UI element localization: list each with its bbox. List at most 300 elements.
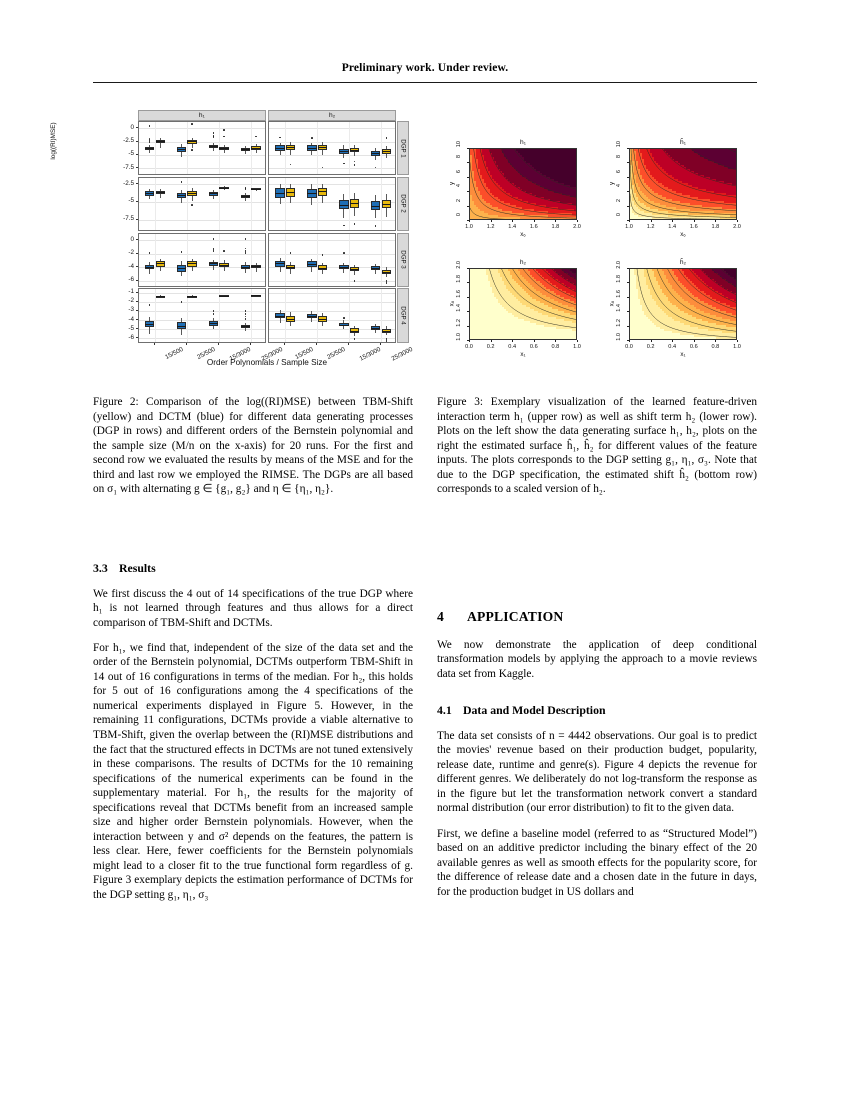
figure-2-boxplot-grid <box>50 102 414 367</box>
boxplot-median <box>286 192 296 193</box>
figure-3-x-tick-mark <box>694 340 695 342</box>
figure-3-x-axis-label: x₁ <box>680 351 686 358</box>
boxplot-median <box>177 326 187 327</box>
row-strip-label: DGP 2 <box>399 194 407 214</box>
gridline <box>139 184 265 185</box>
figure-3-x-tick-mark <box>512 220 513 222</box>
boxplot-median <box>209 323 219 324</box>
figure-3-x-tick-label: 0.0 <box>625 343 633 350</box>
figure-2-panel <box>268 121 396 175</box>
boxplot-median <box>371 206 381 207</box>
boxplot-median <box>219 148 229 149</box>
boxplot-median <box>251 148 261 149</box>
boxplot-median <box>156 263 166 264</box>
figure-3-x-tick-label: 1.6 <box>529 223 538 230</box>
figure-2-x-tick-label: 15/3000 <box>358 345 383 363</box>
figure-3-x-tick-mark <box>715 220 716 222</box>
gridline-v <box>155 178 156 230</box>
figure-2-y-tick-label: -4 <box>128 262 134 270</box>
gridline-v <box>349 234 350 286</box>
figure-3-y-tick-mark <box>627 268 629 269</box>
figure-3-x-tick-mark <box>555 340 556 342</box>
gridline <box>139 220 265 221</box>
figure-3-y-tick-mark <box>627 206 629 207</box>
figure-3-x-tick-mark <box>651 340 652 342</box>
row-strip-label: DGP 4 <box>399 306 407 325</box>
figure-3-x-tick-mark <box>737 220 738 222</box>
paragraph-data-1: The data set consists of n = 4442 observations. Our goal is to predict the movies' revenue based on their production budget, popularity, release date, runtime and genre(s). Figure 4 depicts the revenue for different genres. We deliberately do not log-transform the response as in the figure but let the transformation network convert a standard normal distribution (our error distribution) to fit to the given data. <box>437 729 757 815</box>
figure-2-panel <box>268 233 396 287</box>
gridline <box>139 338 265 339</box>
boxplot-median <box>339 205 349 206</box>
boxplot-median <box>241 326 251 327</box>
figure-3-x-tick-label: 0.6 <box>689 343 698 350</box>
figure-2-y-tick-label: -7.5 <box>123 163 134 171</box>
boxplot-median <box>382 331 392 332</box>
figure-3-y-tick-label: 4 <box>456 184 462 188</box>
figure-2-row-strip <box>397 121 409 175</box>
boxplot-median <box>187 263 197 264</box>
figure-3-x-tick-label: 0.2 <box>486 343 495 350</box>
figure-2-y-tick-label: -1 <box>128 288 134 296</box>
boxplot-median <box>339 267 349 268</box>
figure-3-y-tick-label: 0 <box>456 213 462 217</box>
figure-3-x-tick-label: 0.6 <box>529 343 538 350</box>
figure-3-y-tick-mark <box>627 177 629 178</box>
section-title-4: APPLICATION <box>467 609 564 624</box>
boxplot-median <box>371 268 381 269</box>
figure-3-x-tick-mark <box>469 220 470 222</box>
figure-3-x-tick-label: 0.4 <box>508 343 517 350</box>
figure-3-x-tick-mark <box>469 340 470 342</box>
figure-3-y-tick-mark <box>467 326 469 327</box>
figure-2-x-tick-label: 15/500 <box>164 345 185 361</box>
boxplot-median <box>145 148 155 149</box>
figure-3-y-tick-label: 1.2 <box>616 318 622 327</box>
figure-3-x-tick-mark <box>715 340 716 342</box>
figure-2-y-tick-mark <box>136 127 138 128</box>
figure-3-y-tick-label: 6 <box>616 169 622 173</box>
boxplot-outlier <box>279 137 281 139</box>
figure-3-x-tick-mark <box>737 340 738 342</box>
figure-2-y-tick-label: -5 <box>128 150 134 158</box>
section-title-4-1: Data and Model Description <box>463 703 606 718</box>
figure-2-x-tick-mark <box>154 343 155 345</box>
boxplot-outlier <box>354 161 356 163</box>
figure-2-y-tick-mark <box>136 154 138 155</box>
section-heading-4 <box>437 610 757 625</box>
boxplot-median <box>145 193 155 194</box>
figure-2-panel <box>138 121 266 175</box>
boxplot-outlier <box>213 250 215 252</box>
boxplot-median <box>318 319 328 320</box>
figure-3-y-tick-mark <box>467 268 469 269</box>
boxplot-median <box>286 147 296 148</box>
gridline <box>269 293 395 294</box>
gridline <box>269 254 395 255</box>
figure-2-y-tick-label: -5 <box>128 324 134 332</box>
figure-3-y-tick-label: 1.0 <box>456 333 462 341</box>
boxplot-outlier <box>245 316 247 318</box>
figure-2-y-tick-label: -2.5 <box>123 179 134 187</box>
paragraph-application-1: We now demonstrate the application of deep conditional transformation models by applying the approach to a movie reviews data set from Kaggle. <box>437 638 757 680</box>
figure-3-y-tick-label: 2.0 <box>456 261 462 269</box>
figure-2-y-tick-mark <box>136 253 138 254</box>
figure-3-y-tick-label: 0 <box>616 213 622 217</box>
figure-3-x-tick-label: 0.4 <box>668 343 677 350</box>
figure-3-y-tick-label: 1.0 <box>616 333 622 341</box>
figure-3-x-tick-mark <box>491 340 492 342</box>
gridline-v <box>187 178 188 230</box>
figure-3-x-tick-mark <box>577 340 578 342</box>
figure-2-y-tick-label: -4 <box>128 315 134 323</box>
figure-3-x-tick-label: 1.0 <box>465 223 473 230</box>
gridline-v <box>317 234 318 286</box>
figure-3-y-axis-label: y <box>608 181 616 186</box>
boxplot-median <box>275 316 285 317</box>
figure-3-y-tick-mark <box>467 177 469 178</box>
figure-2-column-strip: h₁ <box>138 110 266 121</box>
boxplot-median <box>251 266 261 267</box>
figure-3-y-tick-label: 1.4 <box>616 304 622 312</box>
figure-2-y-tick-mark <box>136 239 138 240</box>
figure-3-x-tick-label: 2.0 <box>573 223 581 230</box>
boxplot-outlier <box>245 238 247 240</box>
gridline <box>269 302 395 303</box>
boxplot-outlier <box>343 317 345 319</box>
figure-3-y-tick-label: 10 <box>616 141 622 148</box>
boxplot-median <box>275 193 285 194</box>
figure-3-panel-title: h₂ <box>519 259 527 266</box>
figure-2-x-tick-mark <box>348 343 349 345</box>
boxplot-outlier <box>354 280 356 282</box>
boxplot-median <box>350 203 360 204</box>
figure-3-panel-title: h₁ <box>520 139 526 146</box>
figure-3-x-tick-label: 1.0 <box>733 343 741 350</box>
boxplot-outlier <box>290 164 292 166</box>
gridline-v <box>187 122 188 174</box>
boxplot-median <box>382 151 392 152</box>
figure-2-y-tick-mark <box>136 219 138 220</box>
figure-3-y-tick-label: 6 <box>456 169 462 173</box>
boxplot-median <box>339 151 349 152</box>
gridline-v <box>349 289 350 341</box>
figure-2-x-tick-mark <box>380 343 381 345</box>
gridline-v <box>219 178 220 230</box>
figure-2-y-tick-mark <box>136 280 138 281</box>
boxplot-median <box>156 141 166 142</box>
figure-3-y-tick-label: 10 <box>456 141 462 148</box>
gridline <box>139 240 265 241</box>
figure-3-y-tick-mark <box>467 206 469 207</box>
boxplot-median <box>145 267 155 268</box>
figure-3-y-tick-mark <box>467 162 469 163</box>
figure-3-y-tick-mark <box>627 311 629 312</box>
figure-3-x-tick-label: 1.6 <box>689 223 698 230</box>
figure-3-y-tick-label: 8 <box>616 155 622 159</box>
figure-3-y-tick-mark <box>467 282 469 283</box>
figure-3-y-tick-label: 1.8 <box>456 275 462 284</box>
boxplot-median <box>241 196 251 197</box>
gridline-v <box>219 234 220 286</box>
figure-2-panel <box>138 177 266 231</box>
figure-3-contour-surface <box>629 148 737 220</box>
figure-2-y-tick-label: -7.5 <box>123 215 134 223</box>
boxplot-median <box>275 148 285 149</box>
figure-3-y-tick-label: 1.6 <box>456 289 462 298</box>
boxplot-median <box>382 204 392 205</box>
gridline <box>269 142 395 143</box>
figure-2-y-tick-label: -2 <box>128 249 134 257</box>
figure-3-x-tick-mark <box>672 220 673 222</box>
gridline <box>269 128 395 129</box>
figure-3-x-tick-mark <box>629 340 630 342</box>
gridline-v <box>381 122 382 174</box>
gridline <box>269 168 395 169</box>
header-rule <box>93 82 757 83</box>
figure-3-y-tick-mark <box>627 297 629 298</box>
figure-3-y-tick-mark <box>467 297 469 298</box>
figure-3-x-tick-label: 2.0 <box>733 223 741 230</box>
boxplot-outlier <box>149 304 151 306</box>
figure-2-y-tick-mark <box>136 328 138 329</box>
figure-3-y-tick-mark <box>627 220 629 221</box>
section-heading-3-3 <box>93 561 413 576</box>
figure-2-y-tick-label: -3 <box>128 306 134 314</box>
figure-2-y-tick-mark <box>136 266 138 267</box>
boxplot-median <box>307 316 317 317</box>
figure-3-y-tick-label: 4 <box>616 184 622 188</box>
figure-2-panel <box>138 233 266 287</box>
figure-2-y-tick-label: -2 <box>128 297 134 305</box>
running-head: Preliminary work. Under review. <box>341 62 509 74</box>
boxplot-median <box>307 193 317 194</box>
boxplot-outlier <box>191 149 193 151</box>
boxplot-median <box>307 148 317 149</box>
figure-2-x-tick-label: 25/3000 <box>260 345 284 363</box>
figure-3-x-tick-mark <box>651 220 652 222</box>
figure-2-caption-block <box>93 384 413 508</box>
left-column-body <box>93 561 413 913</box>
figure-2-panel <box>138 288 266 342</box>
paragraph-data-2: First, we define a baseline model (referred to as “Structured Model”) based on an additive predictor including the binary effect of the 20 available genres as well as smooth effects for the popularity score, for the difference of release date and a chosen date in the future in days, for the production budget in US dollars and <box>437 827 757 898</box>
figure-3-x-tick-label: 1.4 <box>508 223 517 230</box>
figure-2-y-tick-label: 0 <box>130 123 134 131</box>
boxplot-outlier <box>386 282 388 284</box>
boxplot-outlier <box>245 248 247 250</box>
boxplot-median <box>286 267 296 268</box>
gridline <box>269 240 395 241</box>
figure-3-contour-surface <box>629 268 737 340</box>
gridline <box>139 155 265 156</box>
gridline-v <box>381 289 382 341</box>
figure-3-y-tick-label: 2 <box>616 198 622 202</box>
row-strip-label: DGP 1 <box>399 138 407 158</box>
boxplot-outlier <box>245 313 247 315</box>
gridline-v <box>155 234 156 286</box>
gridline-v <box>381 234 382 286</box>
boxplot-outlier <box>343 163 345 165</box>
section-number-4-1: 4.1 <box>437 703 452 718</box>
section-heading-4-1 <box>437 703 757 718</box>
gridline <box>139 293 265 294</box>
figure-3-contour-grid <box>437 130 757 368</box>
figure-3-contour-surface <box>469 268 577 340</box>
figure-3-y-tick-mark <box>467 191 469 192</box>
boxplot-outlier <box>245 310 247 312</box>
boxplot-median <box>339 325 349 326</box>
figure-3-x-tick-label: 0.8 <box>551 343 560 350</box>
figure-2-x-tick-mark <box>218 343 219 345</box>
figure-2-x-tick-label: 15/500 <box>294 345 315 361</box>
gridline-v <box>251 289 252 341</box>
row-strip-label: DGP 3 <box>399 250 407 269</box>
figure-3-x-tick-mark <box>577 220 578 222</box>
figure-3-x-tick-mark <box>629 220 630 222</box>
figure-2-x-tick-mark <box>284 343 285 345</box>
boxplot-median <box>209 146 219 147</box>
boxplot-outlier <box>386 340 388 342</box>
figure-2-y-tick-mark <box>136 292 138 293</box>
boxplot-median <box>209 193 219 194</box>
figure-2-caption: Figure 2: Comparison of the log((RI)MSE) between TBM-Shift (yellow) and DCTM (blue) for different data generating processes (DGP in rows) and different orders of the Bernstein polynomial and the sample size (M/n on the x-axis) for 20 runs. For the first and second row we evaluated the results by means of the MSE and for the third and last row we employed the RIMSE. The DGPs are all based on σ₁ with alternating g ∈ {g₁, g₂} and η ∈ {η₁, η₂}. <box>93 396 413 496</box>
boxplot-outlier <box>375 225 377 227</box>
boxplot-outlier <box>191 123 193 125</box>
gridline <box>139 128 265 129</box>
figure-3-x-tick-mark <box>491 220 492 222</box>
figure-2-x-tick-mark <box>250 343 251 345</box>
figure-3-y-tick-label: 2.0 <box>616 261 622 269</box>
figure-3-y-tick-mark <box>627 326 629 327</box>
figure-2-y-tick-label: -6 <box>128 276 134 284</box>
figure-2-y-tick-mark <box>136 337 138 338</box>
figure-3-x-tick-label: 0.2 <box>646 343 655 350</box>
gridline <box>139 302 265 303</box>
figure-2-y-tick-label: -6 <box>128 333 134 341</box>
figure-3-y-tick-mark <box>627 282 629 283</box>
figure-3-x-axis-label: x₆ <box>520 231 526 238</box>
figure-3-y-tick-mark <box>467 311 469 312</box>
boxplot-outlier <box>245 188 247 190</box>
figure-3-y-tick-label: 1.6 <box>616 289 622 298</box>
gridline-v <box>155 122 156 174</box>
figure-3-y-tick-label: 1.4 <box>456 304 462 312</box>
boxplot-outlier <box>181 251 183 253</box>
section-number-4: 4 <box>437 609 444 624</box>
boxplot-median <box>219 265 229 266</box>
gridline <box>139 254 265 255</box>
figure-3-y-tick-mark <box>467 220 469 221</box>
figure-2-x-tick-label: 25/500 <box>326 345 347 361</box>
figure-3-y-tick-label: 1.8 <box>616 275 622 284</box>
boxplot-outlier <box>354 164 356 166</box>
boxplot-median <box>350 150 360 151</box>
boxplot-outlier <box>354 223 356 225</box>
figure-3-y-tick-mark <box>627 340 629 341</box>
figure-3-y-tick-mark <box>467 340 469 341</box>
paragraph-results-1: We first discuss the 4 out of 14 specifications of the true DGP where h₁ is not learned through features and thus allows for a direct comparison of TBM-Shift and DCTMs. <box>93 587 413 629</box>
figure-2-row-strip <box>397 288 409 342</box>
figure-3-panel-title: ĥ₂ <box>679 259 687 266</box>
boxplot-median <box>275 263 285 264</box>
boxplot-median <box>251 189 261 190</box>
boxplot-median <box>382 272 392 273</box>
figure-2-y-tick-mark <box>136 141 138 142</box>
paragraph-results-2: For h₁, we find that, independent of the size of the data set and the order of the Bernstein polynomial, DCTMs outperform TBM-Shift in 14 out of 16 configurations in terms of the median. For h₂, this holds for 5 out of 16 configurations among the 4 specifications of the numerical experiments displayed in Figure 5. However, in the remaining 11 configurations, DCTMs provide a viable alternative to TBM-Shift, given the overlap between the (RI)MSE distributions and the fact that the structured effects in DCTMs are not tuned extensively in these comparisons. The results of DCTMs for the 10 remaining specifications of the numerical experiments can be found in the supplementary material. For h₁, the results for the majority of specifications reveal that DCTMs benefit from an increased sample size and higher order Bernstein polynomials. However, when the interaction between y and σ² depends on the features, the pattern is less clear. Here, fewer coefficients for the Bernstein polynomials might lead to a closer fit to the true functional form regardless of g. Figure 3 exemplary depicts the estimation performance of DCTMs for the DGP setting g₁, η₁, σ₃ <box>93 641 413 901</box>
figure-2-panel <box>268 177 396 231</box>
gridline <box>269 281 395 282</box>
figure-2-y-tick-mark <box>136 201 138 202</box>
boxplot-median <box>156 192 166 193</box>
figure-2-x-tick-label: 15/3000 <box>228 345 252 363</box>
figure-3-x-tick-mark <box>672 340 673 342</box>
figure-2-panel <box>268 288 396 342</box>
boxplot-median <box>350 331 360 332</box>
boxplot-median <box>251 295 261 296</box>
figure-3-x-tick-label: 1.4 <box>668 223 677 230</box>
figure-3-y-tick-mark <box>627 148 629 149</box>
figure-2-x-tick-label: 25/3000 <box>390 345 414 363</box>
figure-2-y-tick-label: 0 <box>130 235 134 243</box>
section-number-3-3: 3.3 <box>93 561 108 575</box>
boxplot-median <box>318 191 328 192</box>
figure-2-x-tick-mark <box>316 343 317 345</box>
boxplot-median <box>371 328 381 329</box>
boxplot-outlier <box>343 252 345 254</box>
section-title-3-3: Results <box>119 561 156 575</box>
boxplot-median <box>145 324 155 325</box>
gridline-v <box>251 234 252 286</box>
figure-3-x-axis-label: x₆ <box>680 231 686 238</box>
gridline <box>139 320 265 321</box>
figure-2-y-tick-mark <box>136 167 138 168</box>
figure-2-x-tick-label: 25/500 <box>196 345 217 361</box>
boxplot-outlier <box>223 250 225 252</box>
gridline <box>269 338 395 339</box>
figure-3-caption-block <box>437 384 757 508</box>
boxplot-outlier <box>386 137 388 139</box>
figure-2-y-axis-label: log((RI)MSE) <box>50 122 57 160</box>
figure-3-x-tick-mark <box>512 340 513 342</box>
boxplot-outlier <box>181 181 183 183</box>
boxplot-median <box>187 193 197 194</box>
figure-3-x-tick-label: 1.8 <box>551 223 560 230</box>
gridline-v <box>251 178 252 230</box>
figure-3-x-axis-label: x₁ <box>520 351 526 358</box>
gridline <box>139 329 265 330</box>
gridline-v <box>285 178 286 230</box>
figure-2-y-tick-label: -2.5 <box>123 137 134 145</box>
boxplot-median <box>177 149 187 150</box>
gridline <box>139 168 265 169</box>
figure-3-panel-title: ĥ₁ <box>680 139 686 146</box>
boxplot-median <box>219 296 229 297</box>
boxplot-outlier <box>149 125 151 127</box>
boxplot-outlier <box>213 132 215 134</box>
boxplot-outlier <box>223 129 225 131</box>
figure-2-y-tick-mark <box>136 310 138 311</box>
boxplot-outlier <box>343 225 345 227</box>
figure-3-x-tick-label: 1.0 <box>573 343 581 350</box>
gridline <box>269 311 395 312</box>
gridline-v <box>187 234 188 286</box>
right-column-body <box>437 610 757 910</box>
figure-2-row-strip <box>397 177 409 231</box>
gridline-v <box>317 178 318 230</box>
boxplot-median <box>209 263 219 264</box>
boxplot-outlier <box>322 254 324 256</box>
boxplot-median <box>307 264 317 265</box>
